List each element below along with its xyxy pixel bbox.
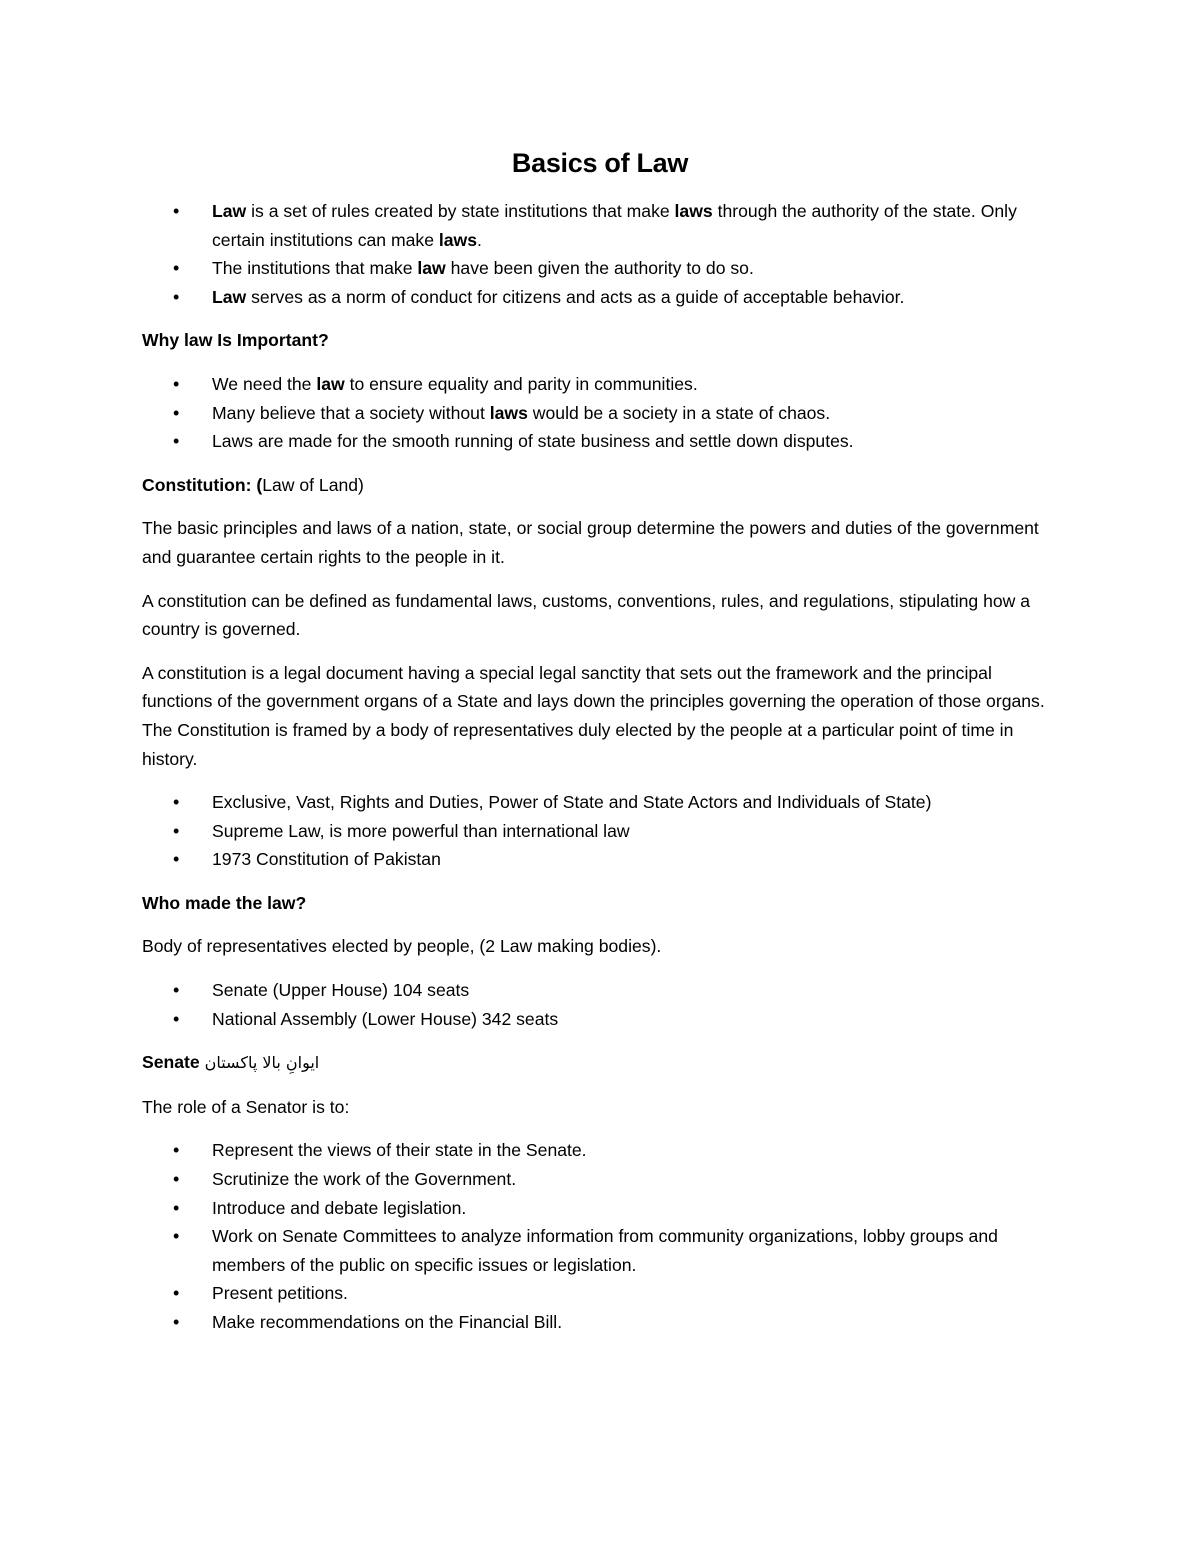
list-item: • The institutions that make law have been given the authority to do so. [142,254,1050,283]
document-title: Basics of Law [511,148,689,178]
list-item: • Supreme Law, is more powerful than international law [142,817,1050,846]
why-heading: Why law Is Important? [142,330,329,351]
list-item: • Law serves as a norm of conduct for citizens and acts as a guide of acceptable behavior. [142,283,1050,312]
list-item: • Represent the views of their state in the Senate. [142,1136,1050,1165]
list-item: • Make recommendations on the Financial Bill. [142,1308,1050,1337]
list-item: • Law is a set of rules created by state institutions that make laws through the authority of the state. Only certain institutions can make laws. [142,197,1050,254]
document-body [142,197,1050,1337]
list-item: • Many believe that a society without laws would be a society in a state of chaos. [142,399,1050,428]
intro-list [142,197,1050,311]
list-item: • Work on Senate Committees to analyze information from community organizations, lobby groups and members of the public on specific issues or legislation. [142,1222,1050,1279]
constitution-paragraph: The basic principles and laws of a nation, state, or social group determine the powers and duties of the government and guarantee certain rights to the people in it. [142,518,1039,567]
senate-role-intro: The role of a Senator is to: [142,1096,350,1117]
constitution-list [142,788,1050,874]
senate-urdu-label: ایوانِ بالا پاکستان [204,1053,320,1073]
senate-heading: Senate ایوانِ بالا پاکستان [142,1052,320,1073]
senate-role-list [142,1136,1050,1336]
constitution-heading: Constitution: (Law of Land) [142,474,364,495]
why-list [142,370,1050,456]
list-item: • Exclusive, Vast, Rights and Duties, Power of State and State Actors and Individuals of State) [142,788,1050,817]
list-item: • National Assembly (Lower House) 342 seats [142,1005,1050,1034]
who-paragraph: Body of representatives elected by people, (2 Law making bodies). [142,936,662,957]
list-item: • Scrutinize the work of the Government. [142,1165,1050,1194]
list-item: • Senate (Upper House) 104 seats [142,976,1050,1005]
who-list [142,976,1050,1033]
list-item: • Laws are made for the smooth running of state business and settle down disputes. [142,427,1050,456]
constitution-paragraph: A constitution can be defined as fundamental laws, customs, conventions, rules, and regulations, stipulating how a country is governed. [142,590,1031,640]
list-item: • We need the law to ensure equality and parity in communities. [142,370,1050,399]
list-item: • Present petitions. [142,1279,1050,1308]
constitution-paragraph: A constitution is a legal document having a special legal sanctity that sets out the framework and the principal functions of the government organs of a State and lays down the principles governing the operation of those organs. The Constitution is framed by a body of representatives duly elected by the people at a particular point of time in history. [142,662,1045,769]
list-item: • Introduce and debate legislation. [142,1194,1050,1223]
list-item: • 1973 Constitution of Pakistan [142,845,1050,874]
who-heading: Who made the law? [142,892,307,913]
